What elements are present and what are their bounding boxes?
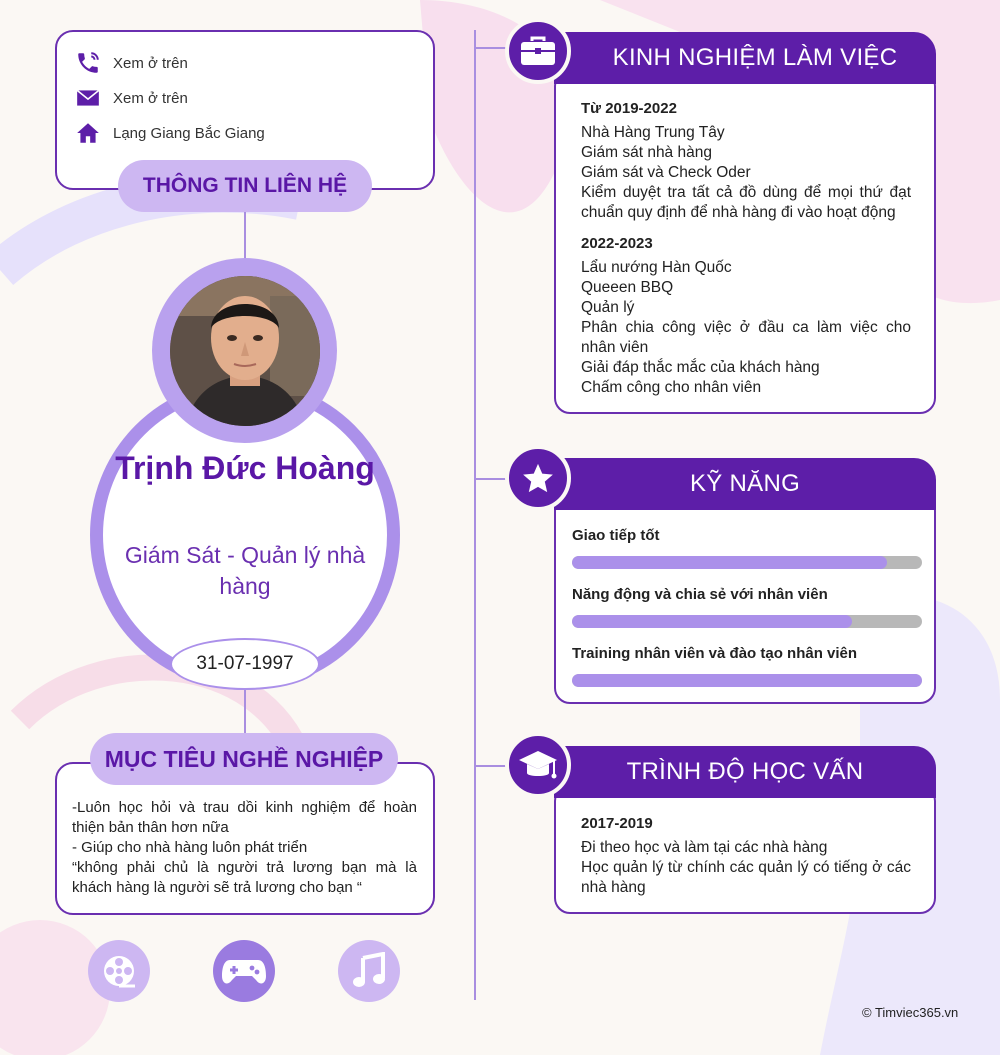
skill-bar-fill: [572, 556, 887, 569]
job-title: Giám Sát - Quản lý nhà hàng: [124, 542, 366, 599]
music-note-icon: [351, 952, 387, 990]
contact-email-text: Xem ở trên: [113, 89, 188, 107]
objective-line: “không phải chủ là người trả lương bạn mà là khách hàng là người sẽ trả lương cho bạn “: [72, 859, 417, 896]
objective-section-title: MỤC TIÊU NGHỀ NGHIỆP: [90, 733, 398, 785]
briefcase-icon: [520, 35, 556, 67]
gamepad-icon: [222, 954, 266, 988]
connector-line: [244, 212, 246, 262]
skill-bar-fill: [572, 615, 852, 628]
experience-badge: [505, 18, 571, 84]
objective-text: [72, 798, 417, 898]
contact-email-row: [75, 85, 188, 111]
skill-bar-fill: [572, 674, 922, 687]
mail-icon: [75, 85, 101, 111]
experience-line: Queeen BBQ: [581, 279, 674, 296]
experience-line: Giải đáp thắc mắc của khách hàng: [581, 359, 820, 376]
phone-icon: [75, 50, 101, 76]
avatar-frame: [152, 258, 337, 443]
connector-line: [244, 688, 246, 738]
skill-label: Training nhân viên và đào tạo nhân viên: [572, 645, 858, 662]
film-reel-icon: [99, 951, 139, 991]
contact-address-text: Lạng Giang Bắc Giang: [113, 124, 265, 142]
experience-line: Chấm công cho nhân viên: [581, 379, 762, 396]
portrait-image: [170, 276, 320, 426]
contact-phone-text: Xem ở trên: [113, 54, 188, 72]
experience-line: Nhà Hàng Trung Tây: [581, 124, 725, 141]
star-icon: [521, 461, 555, 495]
experience-entry: [581, 235, 911, 398]
skills-badge: [505, 445, 571, 511]
education-line: Đi theo học và làm tại các nhà hàng: [581, 839, 828, 856]
experience-section-title: KINH NGHIỆM LÀM VIỆC: [554, 32, 936, 84]
skill-bar: [572, 556, 922, 569]
skill-label: Giao tiếp tốt: [572, 527, 660, 544]
experience-period: Từ 2019-2022: [581, 100, 677, 117]
contact-section-title: THÔNG TIN LIÊN HỆ: [118, 160, 372, 212]
graduation-cap-icon: [518, 748, 558, 782]
skill-bar: [572, 674, 922, 687]
experience-line: Kiểm duyệt tra tất cả đồ dùng để mọi thứ đạt chuẩn quy định để nhà hàng đi vào hoạt động: [581, 184, 911, 221]
hobby-film: [88, 940, 150, 1002]
hobby-gaming: [213, 940, 275, 1002]
copyright-text: © Timviec365.vn: [862, 1005, 959, 1020]
experience-card: [554, 70, 936, 414]
objective-line: - Giúp cho nhà hàng luôn phát triển: [72, 839, 308, 856]
contact-address-row: [75, 120, 265, 146]
experience-entry: [581, 100, 911, 223]
date-of-birth: 31-07-1997: [170, 638, 320, 690]
skills-section-title: KỸ NĂNG: [554, 458, 936, 510]
home-icon: [75, 120, 101, 146]
experience-line: Giám sát và Check Oder: [581, 164, 751, 181]
person-name: Trịnh Đức Hoàng: [115, 450, 375, 486]
experience-line: Quản lý: [581, 299, 635, 316]
hobby-music: [338, 940, 400, 1002]
experience-line: Giám sát nhà hàng: [581, 144, 712, 161]
avatar: [170, 276, 320, 426]
experience-line: Lẩu nướng Hàn Quốc: [581, 259, 732, 276]
skill-bar: [572, 615, 922, 628]
education-line: Học quản lý từ chính các quản lý có tiếng ở các nhà hàng: [581, 859, 911, 896]
objective-line: -Luôn học hỏi và trau dồi kinh nghiệm để hoàn thiện bản thân hơn nữa: [72, 799, 417, 836]
skill-label: Năng động và chia sẻ với nhân viên: [572, 586, 828, 603]
education-entry: [581, 815, 911, 898]
experience-line: Phân chia công việc ở đầu ca làm việc cho nhân viên: [581, 319, 911, 356]
skills-card: [554, 495, 936, 704]
timeline-line: [474, 30, 476, 1000]
education-card: [554, 785, 936, 914]
education-period: 2017-2019: [581, 815, 653, 832]
experience-period: 2022-2023: [581, 235, 653, 252]
contact-phone-row: [75, 50, 188, 76]
education-section-title: TRÌNH ĐỘ HỌC VẤN: [554, 746, 936, 798]
education-badge: [505, 732, 571, 798]
